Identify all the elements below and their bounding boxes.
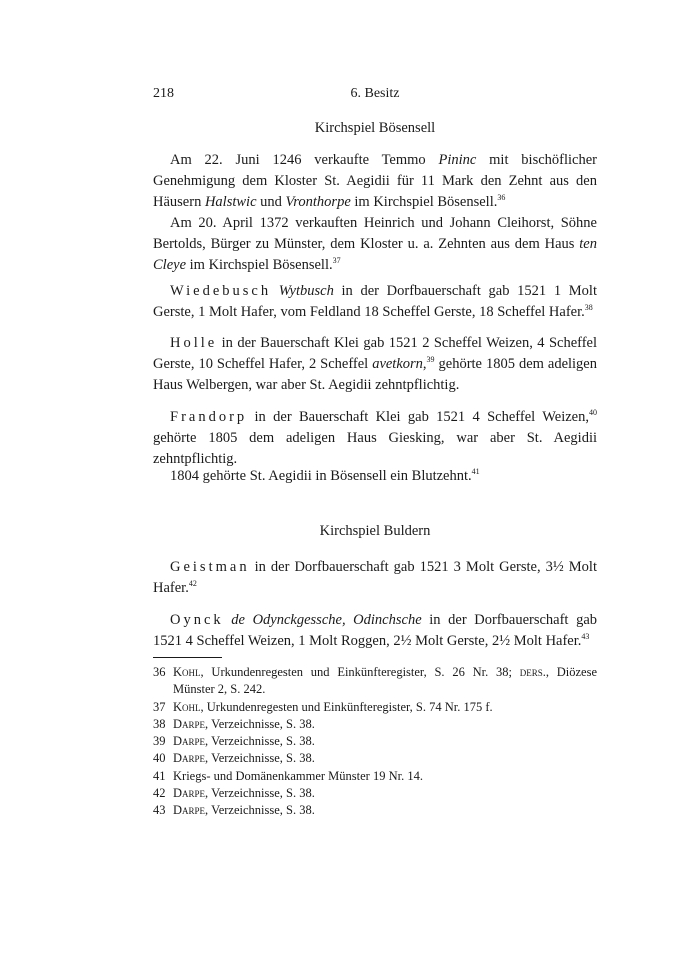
paragraph-oynck: Oynck de Odynckgessche, Odinchsche in der Dorfbauerschaft gab 1521 4 Scheffel Weizen, 1 Molt Roggen, 2½ Molt Gerste, 2½ Molt Hafer.$^{43}$: [153, 612, 597, 649]
footnote-41: 41 Kriegs- und Domänenkammer Münster 19 Nr. 14.: [153, 768, 423, 783]
running-head: [153, 86, 597, 106]
paragraph-pininc: Am 22. Juni 1246 verkaufte Temmo Pininc mit bischöflicher Genehmigung dem Kloster St. Aegidii für 11 Mark den Zehnt aus den Häusern Halstwic und Vronthorpe im Kirchspiel Bösensell.$^{36}$: [153, 152, 597, 210]
chapter-title: 6. Besitz: [350, 86, 400, 101]
footnote-39: 39 Darpe, Verzeichnisse, S. 38.: [153, 734, 315, 749]
page-number: 218: [153, 86, 174, 101]
paragraph-holle: Holle in der Bauerschaft Klei gab 1521 2 Scheffel Weizen, 4 Scheffel Gerste, 10 Scheffel Hafer, 2 Scheffel avetkorn,$^{39}$ gehörte 1805 dem adeligen Haus Welbergen, war aber St. Aegidii zehntpflichtig.: [153, 335, 597, 393]
footnote-ref: 39: [426, 355, 435, 365]
footnote-40: 40 Darpe, Verzeichnisse, S. 38.: [153, 751, 315, 766]
footnote-38: 38 Darpe, Verzeichnisse, S. 38.: [153, 716, 315, 731]
section-heading-boesensell: Kirchspiel Bösensell: [314, 120, 436, 136]
footnote-ref: 37: [332, 256, 341, 266]
footnotes: [153, 664, 597, 820]
footnote-ref: 43: [581, 632, 590, 642]
paragraph-blutzehnt: 1804 gehörte St. Aegidii in Bösensell ein Blutzehnt.$^{41}$: [170, 467, 480, 484]
paragraph-geistman: Geistman in der Dorfbauerschaft gab 1521 3 Molt Gerste, 3½ Molt Hafer.$^{42}$: [153, 559, 597, 596]
section-heading-buldern: Kirchspiel Buldern: [319, 523, 431, 539]
paragraph-cleihorst: Am 20. April 1372 verkauften Heinrich und Johann Cleihorst, Söhne Bertolds, Bürger zu Münster, dem Kloster u. a. Zehnten aus dem Haus ten Cleye im Kirchspiel Bösensell.$^{37}$: [153, 215, 597, 273]
footnote-43: 43 Darpe, Verzeichnisse, S. 38.: [153, 803, 315, 818]
footnote-ref: 41: [471, 467, 480, 477]
footnote-37: 37 Kohl, Urkundenregesten und Einkünfteregister, S. 74 Nr. 175 f.: [153, 699, 493, 714]
footnote-ref: 36: [497, 193, 506, 203]
footnote-36: 36 Kohl, Urkundenregesten und Einkünfteregister, S. 26 Nr. 38; ders., Diözese Münster 2, S. 242.: [153, 665, 597, 697]
footnote-42: 42 Darpe, Verzeichnisse, S. 38.: [153, 786, 315, 801]
paragraph-frandorp: Frandorp in der Bauerschaft Klei gab 1521 4 Scheffel Weizen,$^{40}$ gehörte 1805 dem adeligen Haus Giesking, war aber St. Aegidii zehntpflichtig.: [153, 408, 597, 467]
footnote-ref: 38: [584, 303, 593, 313]
footnote-ref: 40: [589, 408, 597, 418]
footnote-ref: 42: [188, 579, 197, 589]
paragraph-wiedebusch: Wiedebusch Wytbusch in der Dorfbauerschaft gab 1521 1 Molt Gerste, 1 Molt Hafer, vom Feldland 18 Scheffel Gerste, 18 Scheffel Hafer.$^{38}$: [153, 283, 597, 320]
footnote-rule: [153, 657, 222, 658]
